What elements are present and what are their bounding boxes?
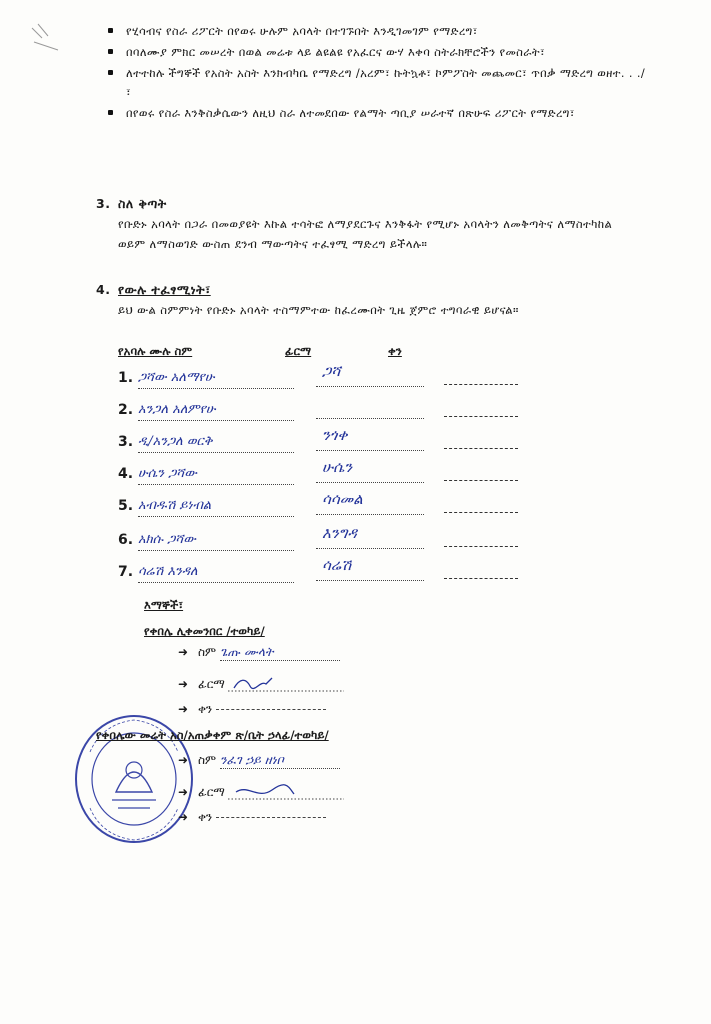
receiver-signature-scribble [228,674,348,694]
date-line [444,480,518,481]
section-4-heading [96,282,211,298]
office-name-row [178,752,340,772]
member-row [118,524,558,556]
list-item [108,104,648,123]
list-item-text: የሂሳብና የስራ ሪፖርት በየወሩ ሁሉም አባላት በተገኙበት እንዲገመገም የማድረግ፣ [126,24,478,38]
date-line [216,709,326,710]
section-number: 4. [96,282,111,297]
office-signature-row [178,782,348,802]
arrow-icon: ➜ [178,676,189,691]
corner-mark [28,20,68,60]
office-signature-scribble [228,782,348,802]
list-item [108,43,648,62]
arrow-icon: ➜ [178,753,189,767]
member-name: ዲ/አንጋለ ወርቅ [138,432,294,453]
signature-line [316,386,424,387]
member-name: አክሱ ጋሻው [138,530,294,551]
date-line [444,448,518,449]
arrow-icon: ➜ [178,810,189,824]
member-signature: ጋሻ [322,362,341,380]
member-row [118,458,558,490]
signature-line [316,548,424,549]
member-signature: ሁሴን [322,458,353,476]
member-number: 6. [118,532,134,548]
date-line [216,817,326,818]
section-4-body: ይህ ውል ስምምነት የቡድኑ አባላት ተስማምተው ከፈረሙበት ጊዜ ጀምሮ ተግባራዊ ይሆናል። [118,303,519,317]
signature-line [316,514,424,515]
member-signature: ሳሬሽ [322,556,352,574]
member-signature: እንግዳ [322,524,357,542]
member-name: ሳሬሽ እንዳለ [138,562,294,583]
member-number: 7. [118,564,134,580]
bullet-icon [108,49,113,54]
member-name: አንጋለ አለምየሁ [138,400,294,421]
arrow-icon: ➜ [178,702,189,716]
member-number: 3. [118,434,134,450]
bullet-icon [108,70,113,75]
receiver-heading: የቀበሌ ሊቀመንበር /ተወካይ/ [144,624,265,638]
member-name: አብዱሽ ይነብል [138,496,294,517]
field-label: ፊርማ [198,676,225,691]
member-row [118,362,558,394]
field-label: ቀን [198,810,213,824]
section-title: የውሉ ተፈፃሚነት፣ [118,282,211,297]
receiver-name-row [178,644,340,664]
office-heading: የቀበሌው መሬት አስ/አጠቃቀም ጽ/ቤት ኃላፊ/ተወካይ/ [96,728,329,742]
section-3-heading [96,196,167,212]
list-item [108,64,648,102]
member-name: ጋሻው አለማየሁ [138,368,294,389]
bullet-icon [108,28,113,33]
signature-line [316,418,424,419]
section-number: 3. [96,196,111,211]
column-header-signature: ፊርማ [285,344,312,358]
member-number: 5. [118,498,134,514]
member-row [118,400,558,426]
signature-line [316,450,424,451]
member-number: 2. [118,402,134,418]
arrow-icon: ➜ [178,784,189,799]
bullet-icon [108,110,113,115]
member-signature: ንጎቀ [322,426,348,444]
date-line [444,512,518,513]
column-header-name: የአባሉ ሙሉ ስም [118,344,193,358]
section-title: ስለ ቅጣት [118,196,167,211]
member-number: 4. [118,466,134,482]
member-name: ሁሴን ጋሻው [138,464,294,485]
list-item-text: ለተተከሉ ችግኞች የአስት አስት እንክብካቤ የማድረግ /አረም፣ ኩትኳቶ፣ ኮምፖስት መጨመር፣ ጥበቃ ማድረግ ወዘተ. . ./፣ [126,66,646,99]
section-3-body: የቡድኑ አባላት በጋራ በመወያዩት እኩል ተሳትፎ ለማያደርጉና እንቅፋት የሚሆኑ አባላትን ለመቅጣትና ለማስተካከል ወይም ለማስወገድ ውስጠ ደንብ ማውጣትና ተፈፃሚ ማድረግ ይችላሉ። [118,217,613,251]
list-item-text: በየወሩ የስራ እንቅስቃሴውን ለዚህ ስራ ለተመደበው የልማት ጣቢያ ሠራተኛ በጽሁፍ ሪፖርት የማድረግ፣ [126,106,575,120]
office-name-value: ንፈገ ኃይ ዘነቦ [220,752,340,769]
witnesses-heading: እማኞች፣ [144,598,184,612]
arrow-icon: ➜ [178,645,189,659]
responsibilities-list [108,22,648,125]
receiver-name-value: ጌጡ ሙላት [220,644,340,661]
field-label: ስም [198,753,216,767]
field-label: ስም [198,645,216,659]
receiver-date-row [178,702,326,722]
date-line [444,416,518,417]
member-row [118,490,558,522]
list-item-text: በባለሙያ ምክር መሠረት በወል መሬቱ ላይ ልዩልዩ የአፈርና ውሃ እቀባ ስትራክቸሮችን የመስራት፣ [126,45,546,59]
column-header-date: ቀን [388,344,402,358]
date-line [444,384,518,385]
member-row [118,426,558,458]
field-label: ቀን [198,702,213,716]
office-date-row [178,810,326,830]
date-line [444,546,518,547]
receiver-signature-row [178,674,348,694]
signature-line [316,580,424,581]
date-line [444,578,518,579]
signature-line [316,482,424,483]
member-row [118,556,558,588]
member-number: 1. [118,370,134,386]
member-signature: ሳሳመል [322,490,363,508]
list-item [108,22,648,41]
field-label: ፊርማ [198,784,225,799]
